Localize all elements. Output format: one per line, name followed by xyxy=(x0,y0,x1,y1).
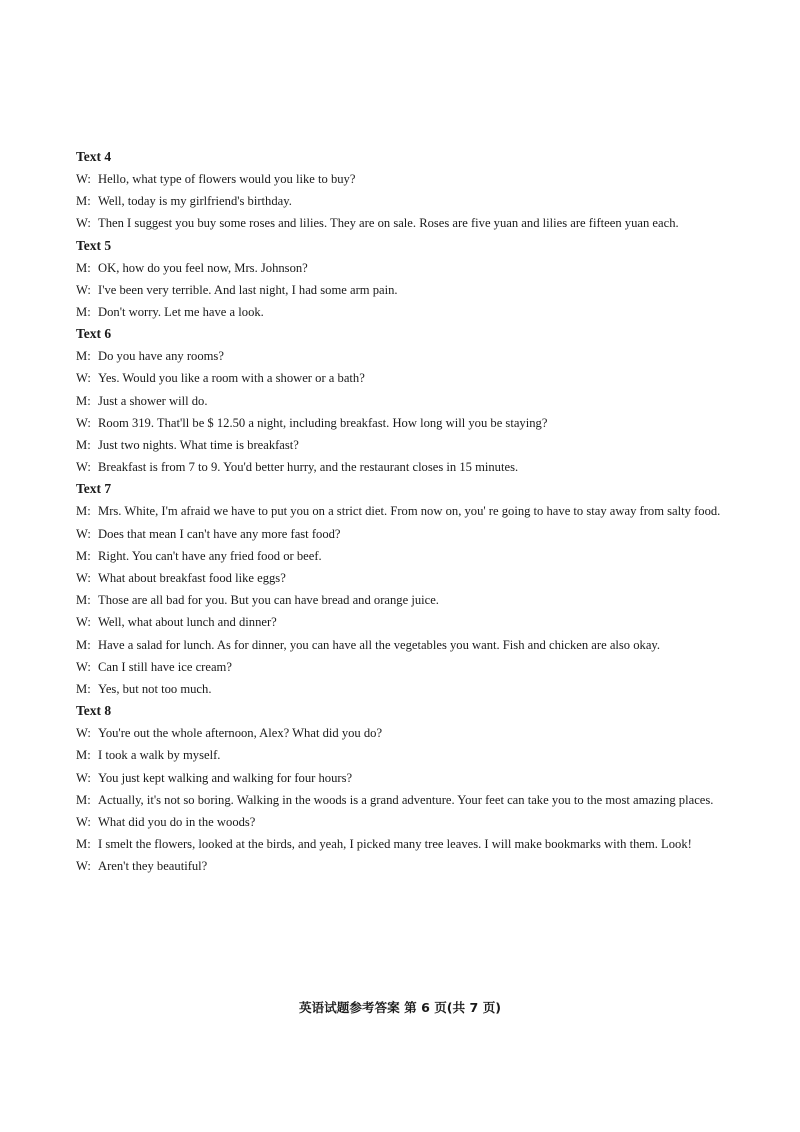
speaker-label: W: xyxy=(76,371,91,386)
dialogue-text: Breakfast is from 7 to 9. You'd better hurry, and the restaurant closes in 15 minutes. xyxy=(98,460,519,475)
dialogue-text: Actually, it's not so boring. Walking in the woods is a grand adventure. Your feet can take you to the most amazing places. xyxy=(98,792,714,807)
dialogue-line xyxy=(76,279,724,301)
dialogue-text: Well, what about lunch and dinner? xyxy=(98,615,277,630)
speaker-label: W: xyxy=(76,659,91,674)
dialogue-line xyxy=(76,833,724,855)
speaker-label: M: xyxy=(76,593,91,608)
speaker-label: M: xyxy=(76,837,91,852)
dialogue-line xyxy=(76,811,724,833)
dialogue-line xyxy=(76,412,724,434)
speaker-label: W: xyxy=(76,216,91,231)
dialogue-text: Room 319. That'll be $ 12.50 a night, including breakfast. How long will you be staying? xyxy=(98,415,548,430)
dialogue-line xyxy=(76,744,724,766)
dialogue-line xyxy=(76,589,724,611)
speaker-label: M: xyxy=(76,548,91,563)
dialogue-line xyxy=(76,545,724,567)
dialogue-text: What did you do in the woods? xyxy=(98,815,256,830)
dialogue-text: You're out the whole afternoon, Alex? What did you do? xyxy=(98,726,383,741)
dialogue-line xyxy=(76,212,724,234)
dialogue-line xyxy=(76,190,724,212)
dialogue-text: Mrs. White, I'm afraid we have to put you on a strict diet. From now on, you' re going to have to stay away from salty food. xyxy=(98,504,721,519)
section-heading: Text 4 xyxy=(76,149,112,164)
dialogue-text: Then I suggest you buy some roses and lilies. They are on sale. Roses are five yuan and lilies are fifteen yuan each. xyxy=(98,216,679,231)
dialogue-text: Yes, but not too much. xyxy=(98,682,212,697)
dialogue-line xyxy=(76,634,724,656)
dialogue-text: Hello, what type of flowers would you like to buy? xyxy=(98,172,356,186)
speaker-label: M: xyxy=(76,194,91,209)
dialogue-line xyxy=(76,722,724,744)
dialogue-text: Have a salad for lunch. As for dinner, you can have all the vegetables you want. Fish and chicken are also okay. xyxy=(98,637,661,652)
speaker-label: W: xyxy=(76,859,91,874)
dialogue-line xyxy=(76,855,724,877)
dialogue-line xyxy=(76,611,724,633)
speaker-label: W: xyxy=(76,815,91,830)
speaker-label: M: xyxy=(76,260,91,275)
dialogue-text: I took a walk by myself. xyxy=(98,748,221,763)
dialogue-line xyxy=(76,523,724,545)
speaker-label: M: xyxy=(76,748,91,763)
dialogue-text: Can I still have ice cream? xyxy=(98,659,232,674)
dialogue-text: What about breakfast food like eggs? xyxy=(98,571,286,586)
dialogue-line xyxy=(76,656,724,678)
speaker-label: M: xyxy=(76,637,91,652)
dialogue-text: Yes. Would you like a room with a shower or a bath? xyxy=(98,371,365,386)
dialogue-line xyxy=(76,301,724,323)
speaker-label: W: xyxy=(76,415,91,430)
speaker-label: W: xyxy=(76,282,91,297)
dialogue-line xyxy=(76,168,724,190)
dialogue-text: Those are all bad for you. But you can have bread and orange juice. xyxy=(98,593,439,608)
speaker-label: W: xyxy=(76,726,91,741)
dialogue-text: OK, how do you feel now, Mrs. Johnson? xyxy=(98,260,308,275)
speaker-label: W: xyxy=(76,460,91,475)
dialogue-line xyxy=(76,567,724,589)
speaker-label: M: xyxy=(76,393,91,408)
dialogue-line xyxy=(76,678,724,700)
dialogue-line xyxy=(76,500,724,522)
speaker-label: M: xyxy=(76,349,91,364)
speaker-label: M: xyxy=(76,792,91,807)
dialogue-line xyxy=(76,345,724,367)
speaker-label: M: xyxy=(76,305,91,320)
dialogue-text: Just two nights. What time is breakfast? xyxy=(98,438,299,453)
dialogue-text: I smelt the flowers, looked at the birds, and yeah, I picked many tree leaves. I will make bookmarks with them. Look! xyxy=(98,837,692,852)
speaker-label: M: xyxy=(76,438,91,453)
dialogue-text: I've been very terrible. And last night, I had some arm pain. xyxy=(98,282,398,297)
dialogue-line xyxy=(76,789,724,811)
dialogue-line xyxy=(76,767,724,789)
dialogue-line xyxy=(76,257,724,279)
speaker-label: M: xyxy=(76,682,91,697)
dialogue-text: Well, today is my girlfriend's birthday. xyxy=(98,194,292,209)
page-footer: 英语试题参考答案 第 6 页(共 7 页) xyxy=(298,1000,502,1015)
dialogue-line xyxy=(76,456,724,478)
section-heading: Text 5 xyxy=(76,237,112,253)
section-heading: Text 8 xyxy=(76,703,112,719)
speaker-label: W: xyxy=(76,770,91,785)
dialogue-line xyxy=(76,434,724,456)
speaker-label: W: xyxy=(76,615,91,630)
speaker-label: W: xyxy=(76,571,91,586)
transcript xyxy=(76,146,724,878)
dialogue-text: Right. You can't have any fried food or beef. xyxy=(98,548,322,563)
dialogue-text: Do you have any rooms? xyxy=(98,349,224,364)
dialogue-text: Aren't they beautiful? xyxy=(98,859,208,874)
dialogue-text: Just a shower will do. xyxy=(98,393,208,408)
section-heading: Text 7 xyxy=(76,481,112,497)
dialogue-line xyxy=(76,390,724,412)
speaker-label: M: xyxy=(76,504,91,519)
speaker-label: W: xyxy=(76,526,91,541)
dialogue-text: Don't worry. Let me have a look. xyxy=(98,305,264,320)
dialogue-text: Does that mean I can't have any more fast food? xyxy=(98,526,341,541)
dialogue-line xyxy=(76,367,724,389)
dialogue-text: You just kept walking and walking for four hours? xyxy=(98,770,353,785)
speaker-label: W: xyxy=(76,172,91,186)
section-heading: Text 6 xyxy=(76,326,112,342)
